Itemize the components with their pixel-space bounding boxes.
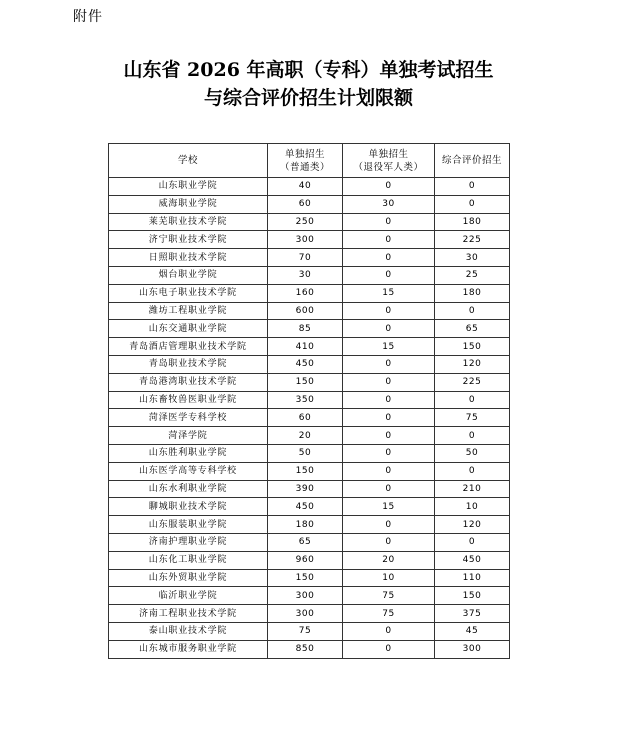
cell-veteran: 0 bbox=[343, 231, 435, 249]
table-row bbox=[109, 249, 510, 267]
cell-veteran: 75 bbox=[343, 605, 435, 623]
cell-school: 山东医学高等专科学校 bbox=[109, 462, 268, 480]
cell-regular: 150 bbox=[268, 373, 343, 391]
cell-veteran: 0 bbox=[343, 355, 435, 373]
cell-school: 菏泽医学专科学校 bbox=[109, 409, 268, 427]
cell-veteran: 0 bbox=[343, 302, 435, 320]
cell-veteran: 0 bbox=[343, 213, 435, 231]
cell-school: 山东城市服务职业学院 bbox=[109, 640, 268, 658]
cell-regular: 70 bbox=[268, 249, 343, 267]
cell-school: 青岛港湾职业技术学院 bbox=[109, 373, 268, 391]
cell-school: 济宁职业技术学院 bbox=[109, 231, 268, 249]
cell-veteran: 20 bbox=[343, 551, 435, 569]
cell-school: 聊城职业技术学院 bbox=[109, 498, 268, 516]
cell-school: 菏泽学院 bbox=[109, 427, 268, 445]
cell-comprehensive: 75 bbox=[435, 409, 510, 427]
cell-comprehensive: 65 bbox=[435, 320, 510, 338]
cell-school: 泰山职业技术学院 bbox=[109, 622, 268, 640]
cell-regular: 250 bbox=[268, 213, 343, 231]
header-comprehensive: 综合评价招生 bbox=[435, 144, 510, 178]
cell-regular: 40 bbox=[268, 178, 343, 196]
cell-veteran: 30 bbox=[343, 195, 435, 213]
table-row bbox=[109, 266, 510, 284]
cell-comprehensive: 300 bbox=[435, 640, 510, 658]
cell-veteran: 15 bbox=[343, 498, 435, 516]
enrollment-quota-table bbox=[108, 143, 510, 659]
header-veteran bbox=[343, 144, 435, 178]
header-veteran-line1: 单独招生 bbox=[368, 148, 409, 160]
cell-regular: 20 bbox=[268, 427, 343, 445]
table-row bbox=[109, 338, 510, 356]
table-body bbox=[109, 178, 510, 659]
cell-veteran: 0 bbox=[343, 533, 435, 551]
cell-school: 莱芜职业技术学院 bbox=[109, 213, 268, 231]
table-row bbox=[109, 480, 510, 498]
header-school: 学校 bbox=[109, 144, 268, 178]
header-veteran-line2: （退役军人类） bbox=[353, 161, 424, 173]
table-row bbox=[109, 320, 510, 338]
cell-comprehensive: 150 bbox=[435, 587, 510, 605]
cell-comprehensive: 225 bbox=[435, 373, 510, 391]
table-row bbox=[109, 302, 510, 320]
cell-comprehensive: 120 bbox=[435, 355, 510, 373]
cell-regular: 850 bbox=[268, 640, 343, 658]
cell-regular: 160 bbox=[268, 284, 343, 302]
header-regular-line1: 单独招生 bbox=[284, 148, 325, 160]
cell-comprehensive: 0 bbox=[435, 178, 510, 196]
table-row bbox=[109, 640, 510, 658]
table-row bbox=[109, 551, 510, 569]
cell-comprehensive: 210 bbox=[435, 480, 510, 498]
cell-regular: 150 bbox=[268, 569, 343, 587]
cell-regular: 960 bbox=[268, 551, 343, 569]
cell-school: 临沂职业学院 bbox=[109, 587, 268, 605]
cell-regular: 600 bbox=[268, 302, 343, 320]
cell-school: 山东交通职业学院 bbox=[109, 320, 268, 338]
cell-veteran: 0 bbox=[343, 266, 435, 284]
table-row bbox=[109, 605, 510, 623]
cell-regular: 150 bbox=[268, 462, 343, 480]
cell-veteran: 0 bbox=[343, 444, 435, 462]
cell-comprehensive: 50 bbox=[435, 444, 510, 462]
cell-school: 青岛职业技术学院 bbox=[109, 355, 268, 373]
cell-school: 济南护理职业学院 bbox=[109, 533, 268, 551]
cell-comprehensive: 225 bbox=[435, 231, 510, 249]
attachment-label: 附件 bbox=[73, 9, 103, 25]
cell-school: 山东化工职业学院 bbox=[109, 551, 268, 569]
cell-comprehensive: 0 bbox=[435, 302, 510, 320]
cell-regular: 60 bbox=[268, 409, 343, 427]
cell-school: 山东胜利职业学院 bbox=[109, 444, 268, 462]
table-row bbox=[109, 444, 510, 462]
cell-veteran: 0 bbox=[343, 427, 435, 445]
cell-comprehensive: 180 bbox=[435, 213, 510, 231]
cell-school: 山东服装职业学院 bbox=[109, 516, 268, 534]
cell-veteran: 0 bbox=[343, 516, 435, 534]
table-row bbox=[109, 409, 510, 427]
cell-veteran: 15 bbox=[343, 284, 435, 302]
table-row bbox=[109, 284, 510, 302]
cell-comprehensive: 120 bbox=[435, 516, 510, 534]
header-regular bbox=[268, 144, 343, 178]
table-row bbox=[109, 213, 510, 231]
cell-regular: 350 bbox=[268, 391, 343, 409]
cell-regular: 450 bbox=[268, 355, 343, 373]
table-row bbox=[109, 231, 510, 249]
table-header-row bbox=[109, 144, 510, 178]
cell-comprehensive: 180 bbox=[435, 284, 510, 302]
table-row bbox=[109, 622, 510, 640]
table-row bbox=[109, 533, 510, 551]
cell-regular: 300 bbox=[268, 231, 343, 249]
cell-school: 山东电子职业技术学院 bbox=[109, 284, 268, 302]
cell-regular: 50 bbox=[268, 444, 343, 462]
cell-veteran: 0 bbox=[343, 249, 435, 267]
cell-regular: 300 bbox=[268, 587, 343, 605]
cell-comprehensive: 45 bbox=[435, 622, 510, 640]
document-title-line-2: 与综合评价招生计划限额 bbox=[203, 87, 413, 109]
cell-veteran: 0 bbox=[343, 373, 435, 391]
cell-veteran: 0 bbox=[343, 320, 435, 338]
cell-comprehensive: 0 bbox=[435, 391, 510, 409]
table-row bbox=[109, 195, 510, 213]
cell-comprehensive: 30 bbox=[435, 249, 510, 267]
cell-veteran: 0 bbox=[343, 462, 435, 480]
cell-comprehensive: 450 bbox=[435, 551, 510, 569]
table-row bbox=[109, 355, 510, 373]
cell-veteran: 0 bbox=[343, 391, 435, 409]
table-row bbox=[109, 587, 510, 605]
cell-school: 山东水利职业学院 bbox=[109, 480, 268, 498]
cell-veteran: 0 bbox=[343, 640, 435, 658]
table-row bbox=[109, 391, 510, 409]
cell-veteran: 10 bbox=[343, 569, 435, 587]
cell-regular: 85 bbox=[268, 320, 343, 338]
cell-regular: 410 bbox=[268, 338, 343, 356]
cell-veteran: 0 bbox=[343, 480, 435, 498]
cell-comprehensive: 0 bbox=[435, 533, 510, 551]
cell-regular: 30 bbox=[268, 266, 343, 284]
cell-school: 山东职业学院 bbox=[109, 178, 268, 196]
cell-school: 济南工程职业技术学院 bbox=[109, 605, 268, 623]
cell-regular: 65 bbox=[268, 533, 343, 551]
table-row bbox=[109, 373, 510, 391]
table-row bbox=[109, 462, 510, 480]
cell-comprehensive: 25 bbox=[435, 266, 510, 284]
cell-regular: 75 bbox=[268, 622, 343, 640]
cell-school: 日照职业技术学院 bbox=[109, 249, 268, 267]
header-regular-line2: （普通类） bbox=[279, 161, 330, 173]
cell-regular: 450 bbox=[268, 498, 343, 516]
cell-veteran: 15 bbox=[343, 338, 435, 356]
table-row bbox=[109, 516, 510, 534]
cell-regular: 180 bbox=[268, 516, 343, 534]
cell-regular: 300 bbox=[268, 605, 343, 623]
cell-school: 潍坊工程职业学院 bbox=[109, 302, 268, 320]
cell-comprehensive: 0 bbox=[435, 462, 510, 480]
document-title-line-1: 山东省 2026 年高职（专科）单独考试招生 bbox=[123, 59, 494, 81]
cell-comprehensive: 0 bbox=[435, 195, 510, 213]
cell-veteran: 0 bbox=[343, 409, 435, 427]
cell-school: 威海职业学院 bbox=[109, 195, 268, 213]
cell-regular: 390 bbox=[268, 480, 343, 498]
cell-school: 山东畜牧兽医职业学院 bbox=[109, 391, 268, 409]
cell-comprehensive: 0 bbox=[435, 427, 510, 445]
cell-comprehensive: 10 bbox=[435, 498, 510, 516]
cell-veteran: 0 bbox=[343, 622, 435, 640]
cell-veteran: 75 bbox=[343, 587, 435, 605]
cell-comprehensive: 150 bbox=[435, 338, 510, 356]
cell-school: 烟台职业学院 bbox=[109, 266, 268, 284]
table-row bbox=[109, 569, 510, 587]
cell-school: 青岛酒店管理职业技术学院 bbox=[109, 338, 268, 356]
cell-veteran: 0 bbox=[343, 178, 435, 196]
cell-regular: 60 bbox=[268, 195, 343, 213]
table-row bbox=[109, 498, 510, 516]
cell-comprehensive: 375 bbox=[435, 605, 510, 623]
cell-school: 山东外贸职业学院 bbox=[109, 569, 268, 587]
table-row bbox=[109, 427, 510, 445]
cell-comprehensive: 110 bbox=[435, 569, 510, 587]
table-row bbox=[109, 178, 510, 196]
